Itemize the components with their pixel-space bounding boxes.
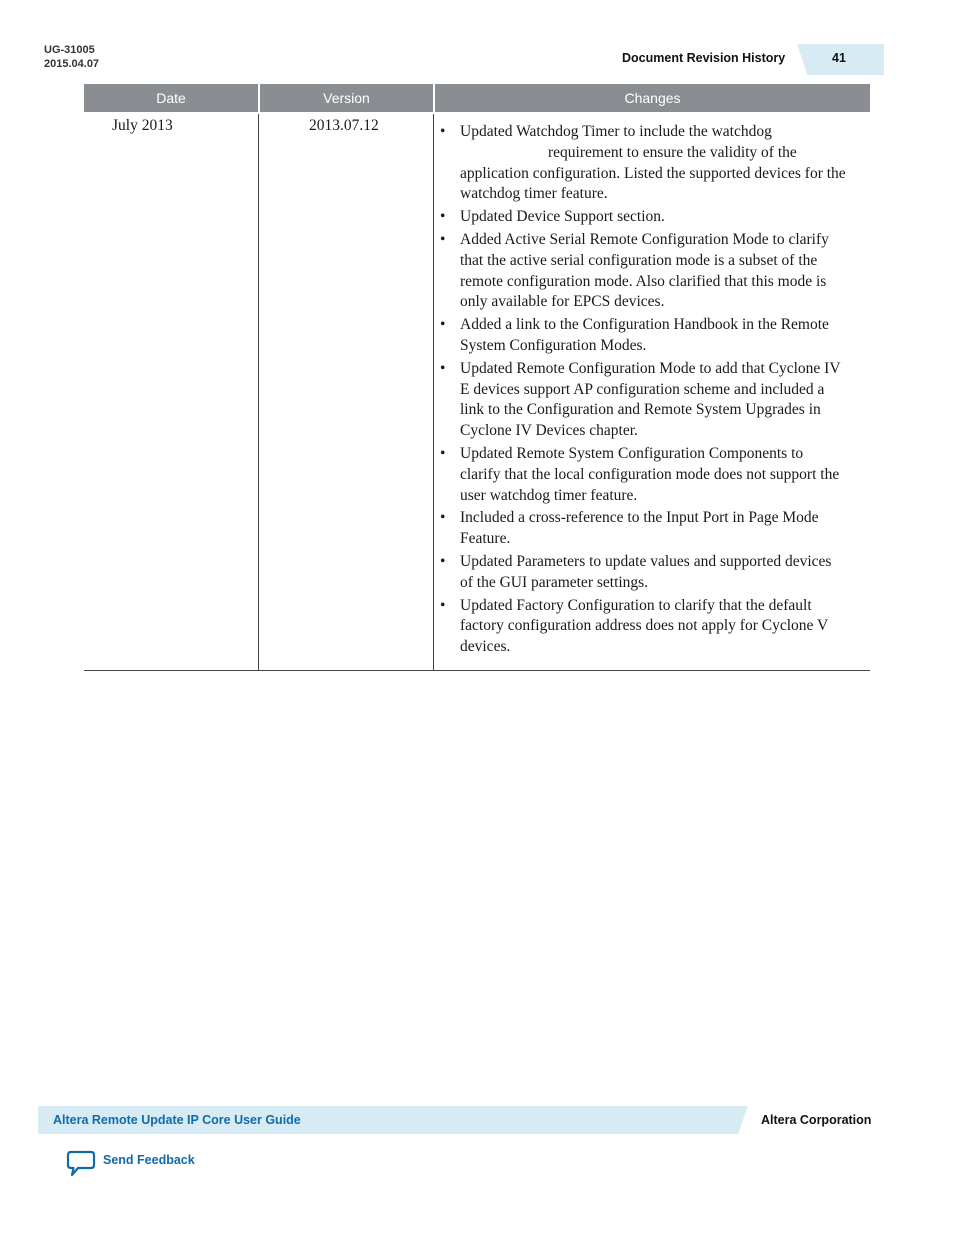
company-name: Altera Corporation (761, 1113, 872, 1127)
section-title: Document Revision History (622, 51, 786, 65)
cell-changes (433, 114, 870, 670)
revision-history-table (84, 84, 870, 671)
list-item: • Included a cross-reference to the Input Port in Page Mode Feature. (440, 508, 846, 550)
list-item: • Updated Parameters to update values and supported devices of the GUI parameter settings. (440, 552, 846, 594)
document-number: UG-31005 (44, 44, 95, 56)
cell-date: July 2013 (112, 117, 173, 134)
list-item: • Updated Device Support section. (440, 207, 846, 228)
list-item (440, 122, 846, 205)
header-date: Date (84, 84, 258, 112)
send-feedback-link[interactable]: Send Feedback (103, 1153, 195, 1167)
page-number: 41 (832, 51, 846, 65)
header-changes: Changes (433, 84, 870, 112)
list-item: • Added a link to the Configuration Handbook in the Remote System Configuration Modes. (440, 315, 846, 357)
change-text-part1: Updated Watchdog Timer to include the watchdog (460, 123, 772, 140)
table-row (84, 114, 870, 671)
list-item: • Updated Remote System Configuration Components to clarify that the local configuration mode does not support the user watchdog timer feature. (440, 444, 846, 506)
header-version: Version (258, 84, 433, 112)
cell-version: 2013.07.12 (258, 114, 433, 670)
changes-list (440, 122, 846, 658)
guide-title-link[interactable]: Altera Remote Update IP Core User Guide (53, 1113, 301, 1127)
document-id-block (44, 43, 99, 71)
table-header-row (84, 84, 870, 112)
document-date: 2015.04.07 (44, 58, 100, 70)
change-text-part2: requirement to ensure the validity of the application configuration. Listed the supported devices for the watchdog timer feature. (460, 143, 846, 203)
list-item: • Added Active Serial Remote Configuration Mode to clarify that the active serial configuration mode is a subset of the remote configuration mode. Also clarified that this mode is only available for EPCS devices. (440, 230, 846, 313)
list-item: • Updated Remote Configuration Mode to add that Cyclone IV E devices support AP configuration scheme and included a link to the Configuration and Remote System Upgrades in Cyclone IV Devices chapter. (440, 359, 846, 442)
speech-bubble-icon[interactable] (66, 1150, 96, 1178)
list-item: • Updated Factory Configuration to clarify that the default factory configuration address does not apply for Cyclone V devices. (440, 596, 846, 658)
